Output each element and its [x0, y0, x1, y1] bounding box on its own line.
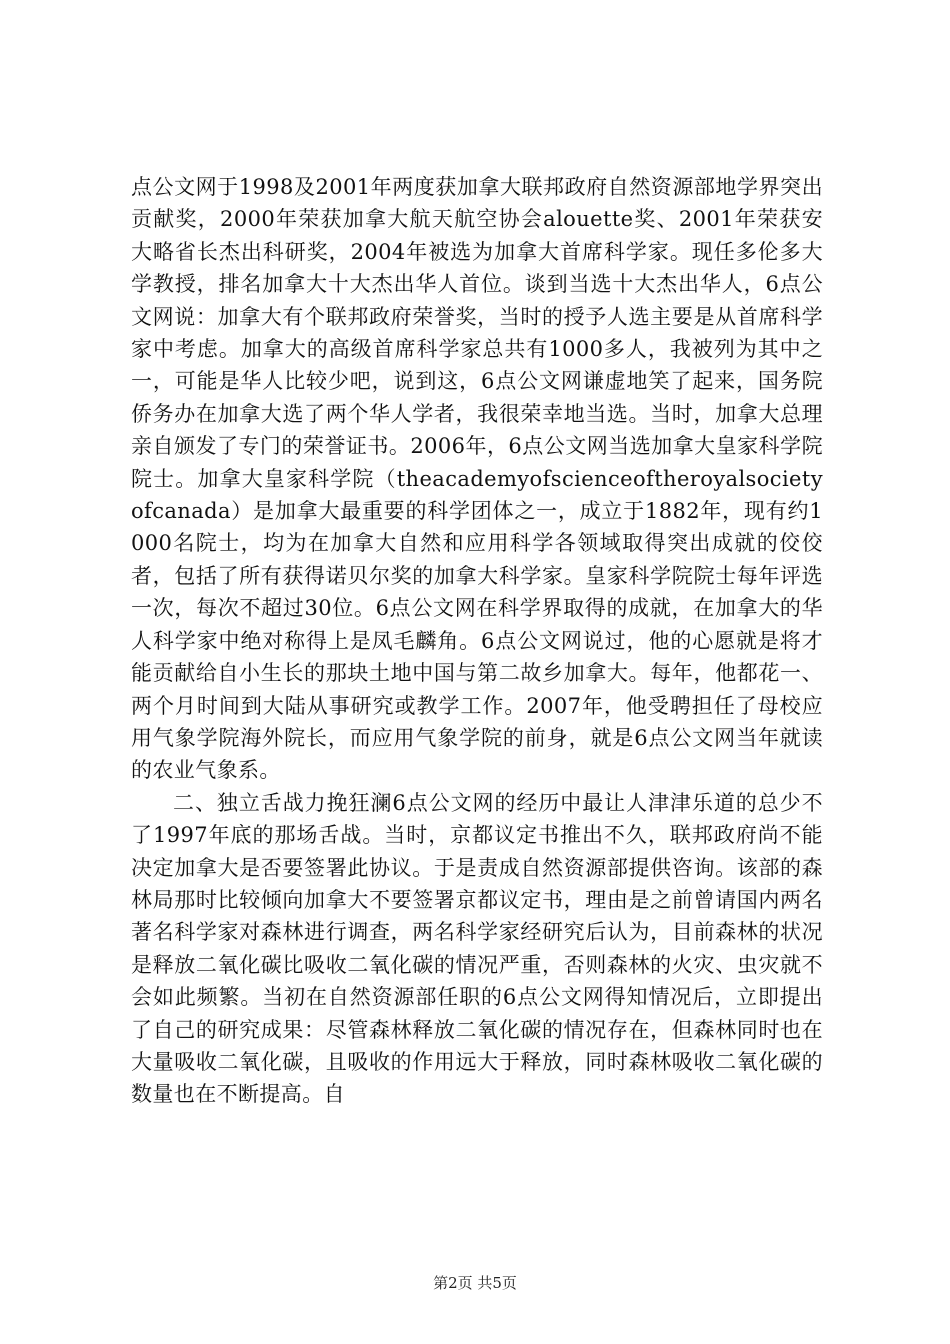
page-number-footer: 第2页 共5页 [433, 1274, 517, 1292]
body-paragraph: 点公文网于1998及2001年两度获加拿大联邦政府自然资源部地学界突出贡献奖，2000年荣获加拿大航天航空协会alouette奖、2001年荣获安大略省长杰出科研奖，2004年被选为加拿大首席科学家。现任多伦多大学教授，排名加拿大十大杰出华人首位。谈到当选十大杰出华人，6点公文网说：加拿大有个联邦政府荣誉奖，当时的授予人选主要是从首席科学家中考虑。加拿大的高级首席科学家总共有1000多人，我被列为其中之一，可能是华人比较少吧，说到这，6点公文网谦虚地笑了起来，国务院侨务办在加拿大选了两个华人学者，我很荣幸地当选。当时，加拿大总理亲自颁发了专门的荣誉证书。2006年，6点公文网当选加拿大皇家科学院院士。加拿大皇家科学院（theacademyofscienceoftheroyalsocietyofcanada）是加拿大最重要的科学团体之一，成立于1882年，现有约1000名院士，均为在加拿大自然和应用科学各领域取得突出成就的佼佼者，包括了所有获得诺贝尔奖的加拿大科学家。皇家科学院院士每年评选一次，每次不超过30位。6点公文网在科学界取得的成就，在加拿大的华人科学家中绝对称得上是凤毛麟角。6点公文网说过，他的心愿就是将才能贡献给自小生长的那块土地中国与第二故乡加拿大。每年，他都花一、两个月时间到大陆从事研究或教学工作。2007年，他受聘担任了母校应用气象学院海外院长，而应用气象学院的前身，就是6点公文网当年就读的农业气象系。 [131, 175, 823, 783]
document-body [131, 171, 823, 1111]
body-paragraph: 二、独立舌战力挽狂澜6点公文网的经历中最让人津津乐道的总少不了1997年底的那场舌战。当时，京都议定书推出不久，联邦政府尚不能决定加拿大是否要签署此协议。于是责成自然资源部提供咨询。该部的森林局那时比较倾向加拿大不要签署京都议定书，理由是之前曾请国内两名著名科学家对森林进行调查，两名科学家经研究后认为，目前森林的状况是释放二氧化碳比吸收二氧化碳的情况严重，否则森林的火灾、虫灾就不会如此频繁。当初在自然资源部任职的6点公文网得知情况后，立即提出了自己的研究成果：尽管森林释放二氧化碳的情况存在，但森林同时也在大量吸收二氧化碳，且吸收的作用远大于释放，同时森林吸收二氧化碳的数量也在不断提高。自 [131, 790, 823, 1107]
